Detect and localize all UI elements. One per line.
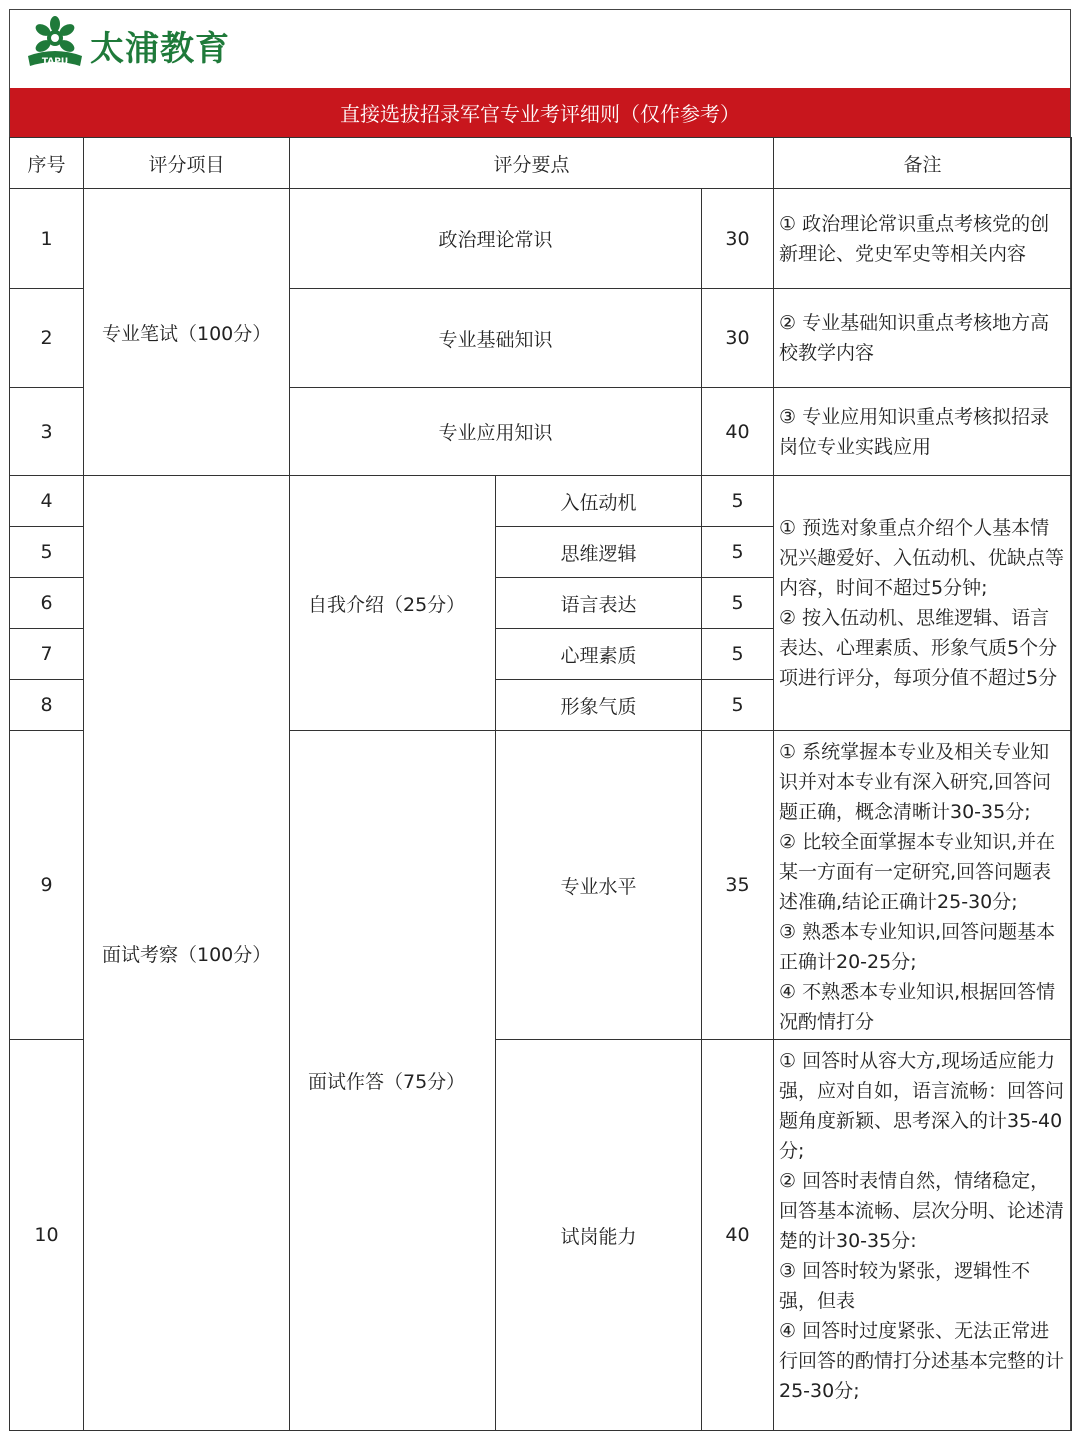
row-score: 5: [702, 629, 774, 680]
logo-badge-text: TAPU: [41, 57, 69, 67]
row-point: 心理素质: [496, 629, 702, 680]
row-remark: ① 回答时从容大方,现场适应能力强，应对自如，语言流畅：回答问题角度新颖、思考深入的计35-40分; ② 回答时表情自然，情绪稳定，回答基本流畅、层次分明、论述清楚的计30-35分: ③ 回答时较为紧张，逻辑性不强，但表 ④ 回答时过度紧张、无法正常进行回答的酌情打分述基本完整的计25-30分;: [774, 1040, 1072, 1431]
brand-emblem-icon: [24, 16, 86, 74]
row-no: 1: [10, 189, 84, 289]
row-score: 40: [702, 388, 774, 476]
row-remark: ① 政治理论常识重点考核党的创新理论、党史军史等相关内容: [774, 189, 1072, 289]
row-point: 入伍动机: [496, 476, 702, 527]
self-intro-remark: ① 预选对象重点介绍个人基本情况兴趣爱好、入伍动机、优缺点等内容，时间不超过5分钟; ② 按入伍动机、思维逻辑、语言表达、心理素质、形象气质5个分项进行评分，每项分值不超过5分: [774, 476, 1072, 731]
row-remark: ① 系统掌握本专业及相关专业知识并对本专业有深入研究,回答问题正确，概念清晰计30-35分; ② 比较全面掌握本专业知识,并在某一方面有一定研究,回答问题表述准确,结论正确计25-30分; ③ 熟悉本专业知识,回答问题基本正确计20-25分; ④ 不熟悉本专业知识,根据回答情况酌情打分: [774, 731, 1072, 1040]
row-point: 专业水平: [496, 731, 702, 1040]
header-points: 评分要点: [290, 138, 774, 189]
brand-logo: [24, 16, 264, 74]
group-written: 专业笔试（100分）: [84, 189, 290, 476]
row-score: 5: [702, 476, 774, 527]
row-point: 专业基础知识: [290, 289, 702, 388]
row-point: 语言表达: [496, 578, 702, 629]
row-score: 5: [702, 578, 774, 629]
table-row: [10, 476, 1072, 527]
row-score: 30: [702, 289, 774, 388]
row-score: 5: [702, 527, 774, 578]
table-header-row: [10, 138, 1072, 189]
row-no: 3: [10, 388, 84, 476]
row-score: 5: [702, 680, 774, 731]
row-point: 试岗能力: [496, 1040, 702, 1431]
group-interview: 面试考察（100分）: [84, 476, 290, 1431]
row-no: 10: [10, 1040, 84, 1431]
row-score: 30: [702, 189, 774, 289]
header-no: 序号: [10, 138, 84, 189]
row-point: 专业应用知识: [290, 388, 702, 476]
row-no: 6: [10, 578, 84, 629]
row-remark: ② 专业基础知识重点考核地方高校教学内容: [774, 289, 1072, 388]
group-answer: 面试作答（75分）: [290, 731, 496, 1431]
row-no: 4: [10, 476, 84, 527]
row-no: 2: [10, 289, 84, 388]
group-self-intro: 自我介绍（25分）: [290, 476, 496, 731]
header-item: 评分项目: [84, 138, 290, 189]
row-remark: ③ 专业应用知识重点考核拟招录岗位专业实践应用: [774, 388, 1072, 476]
banner-title: 直接选拔招录军官专业考评细则（仅作参考）: [10, 88, 1070, 137]
scoring-table: [9, 137, 1072, 1431]
header-remark: 备注: [774, 138, 1072, 189]
row-point: 形象气质: [496, 680, 702, 731]
table-row: [10, 189, 1072, 289]
brand-name: 太浦教育: [90, 28, 230, 69]
row-no: 9: [10, 731, 84, 1040]
row-point: 政治理论常识: [290, 189, 702, 289]
row-point: 思维逻辑: [496, 527, 702, 578]
row-score: 40: [702, 1040, 774, 1431]
row-no: 7: [10, 629, 84, 680]
row-no: 8: [10, 680, 84, 731]
row-no: 5: [10, 527, 84, 578]
row-score: 35: [702, 731, 774, 1040]
